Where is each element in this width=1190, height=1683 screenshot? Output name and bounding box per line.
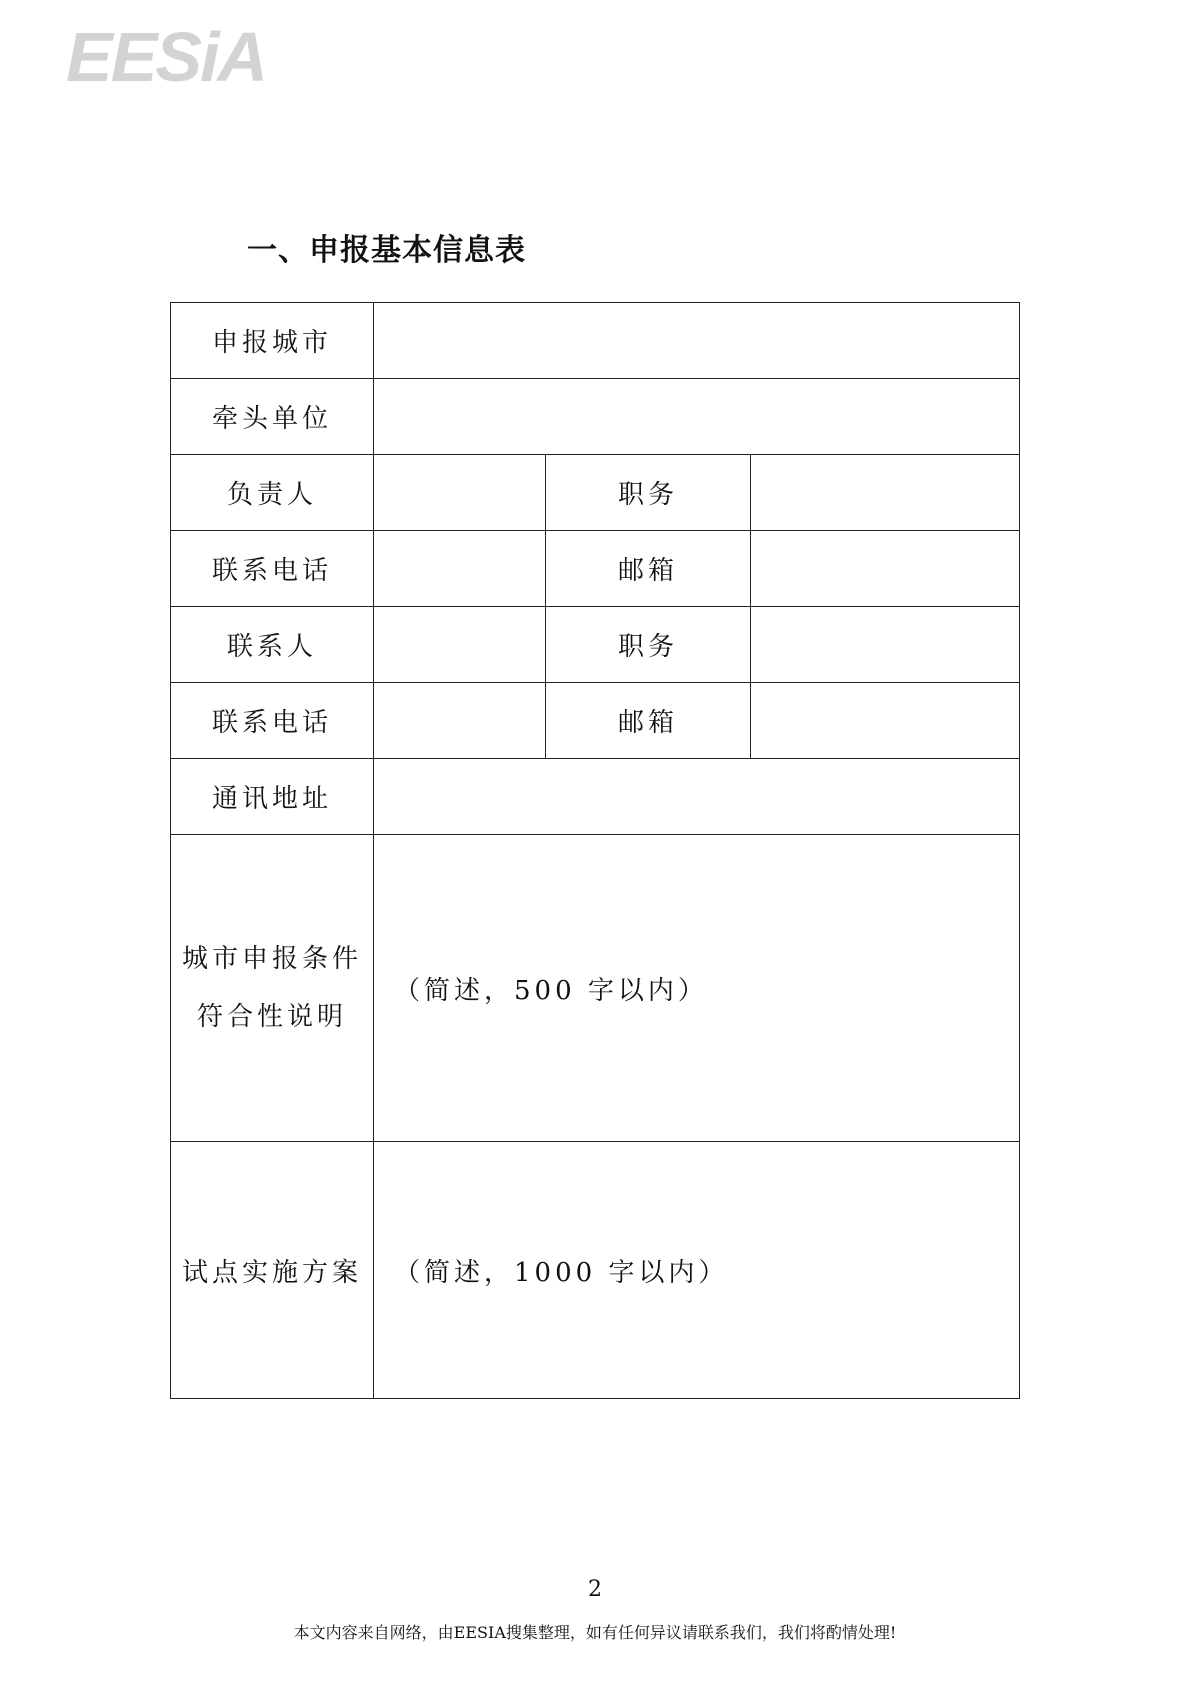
section-title: 一、申报基本信息表 [247,233,526,268]
table-row [171,531,1020,607]
email-label-2: 邮箱 [546,683,751,759]
contact-phone-label-2: 联系电话 [171,683,374,759]
contact-phone-field[interactable] [374,531,546,607]
eesia-logo: EESiA [66,18,267,96]
lead-unit-field[interactable] [374,379,1020,455]
application-info-table [170,302,1020,1399]
contact-phone-field-2[interactable] [374,683,546,759]
table-row [171,1142,1020,1399]
table-row [171,683,1020,759]
plan-hint: （简述，1000 字以内） [394,1257,729,1288]
email-field-2[interactable] [751,683,1020,759]
conditions-hint: （简述，500 字以内） [394,975,708,1006]
contact-position-label: 职务 [546,607,751,683]
contact-person-label: 联系人 [171,607,374,683]
person-in-charge-field[interactable] [374,455,546,531]
table-row [171,607,1020,683]
position-field[interactable] [751,455,1020,531]
conditions-label [171,835,374,1142]
contact-person-field[interactable] [374,607,546,683]
plan-field[interactable] [374,1142,1020,1399]
email-field[interactable] [751,531,1020,607]
table-row [171,759,1020,835]
table-row [171,303,1020,379]
plan-label: 试点实施方案 [171,1142,374,1399]
conditions-label-line2: 符合性说明 [196,1002,347,1032]
contact-position-field[interactable] [751,607,1020,683]
lead-unit-label: 牵头单位 [171,379,374,455]
page-number: 2 [588,1577,602,1602]
address-field[interactable] [374,759,1020,835]
conditions-field[interactable] [374,835,1020,1142]
city-field[interactable] [374,303,1020,379]
table-row [171,379,1020,455]
conditions-label-line1: 城市申报条件 [181,944,362,974]
contact-phone-label: 联系电话 [171,531,374,607]
address-label: 通讯地址 [171,759,374,835]
person-in-charge-label: 负责人 [171,455,374,531]
city-label: 申报城市 [171,303,374,379]
table-row [171,835,1020,1142]
position-label: 职务 [546,455,751,531]
table-row [171,455,1020,531]
email-label: 邮箱 [546,531,751,607]
footer-note: 本文内容来自网络，由EESIA搜集整理，如有任何异议请联系我们，我们将酌情处理! [293,1623,897,1642]
